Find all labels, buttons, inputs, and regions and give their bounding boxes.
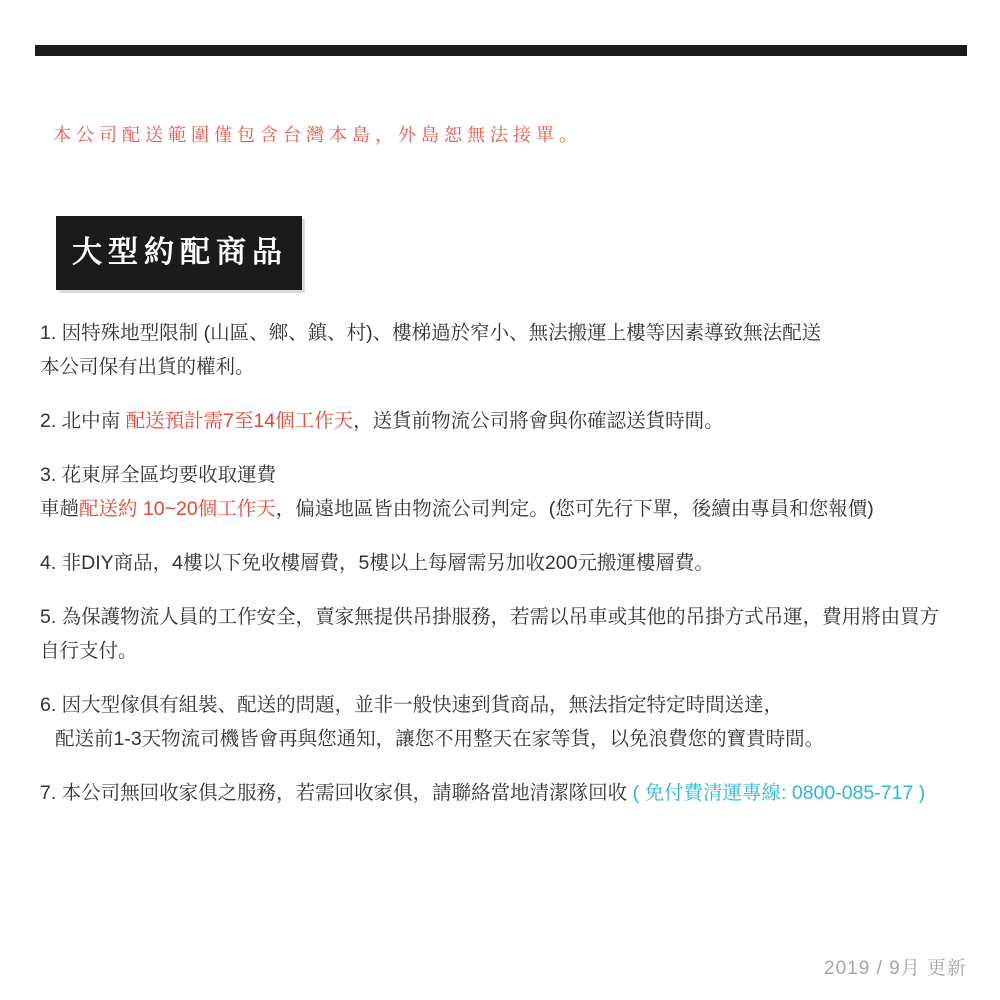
text-segment: 2. 北中南 [40,410,126,432]
update-date: 2019 / 9月 更新 [824,958,967,979]
list-item [40,600,965,668]
text-segment: 3. 花東屏全區均要收取運費 [40,464,277,486]
text-segment: 本公司保有出貨的權利。 [40,356,255,378]
text-segment: ，偏遠地區皆由物流公司判定。(您可先行下單，後續由專員和您報價) [275,498,874,520]
list-item [40,458,965,526]
list-item-line [40,634,965,668]
list-item-line [40,492,965,526]
text-segment: 5. 為保護物流人員的工作安全，賣家無提供吊掛服務，若需以吊車或其他的吊掛方式吊運，費用將由買方 [40,606,940,628]
highlight-text-red: 配送預計需7至14個工作天 [125,410,354,432]
list-item [40,688,965,756]
list-item [40,316,965,384]
text-segment: 6. 因大型傢俱有組裝、配送的問題，並非一般快速到貨商品，無法指定特定時間送達， [40,694,784,716]
shipping-area-notice: 本公司配送範圍僅包含台灣本島，外島恕無法接單。 [53,125,582,145]
list-item-line [40,776,965,810]
section-title: 大型約配商品 [72,236,288,269]
list-item-line [40,458,965,492]
text-segment: 7. 本公司無回收家俱之服務，若需回收家俱，請聯絡當地清潔隊回收 [40,782,633,804]
highlight-text-cyan: ( 免付費清運專線: 0800-085-717 ) [632,782,926,804]
text-segment: 1. 因特殊地型限制 (山區、鄉、鎮、村)、樓梯過於窄小、無法搬運上樓等因素導致無法配送 [40,322,822,344]
list-item-line [40,316,965,350]
text-segment: 車趟 [40,498,80,520]
list-item-line [40,600,965,634]
list-item-line [40,688,965,722]
list-item [40,546,965,580]
text-segment: ，送貨前物流公司將會與你確認送貨時間。 [353,410,724,432]
list-item [40,776,965,810]
list-item-line [40,350,965,384]
list-item-line [40,722,965,756]
section-title-box [56,216,302,290]
list-item-line [40,404,965,438]
text-segment: 自行支付。 [40,640,138,662]
text-segment: 4. 非DIY商品，4樓以下免收樓層費，5樓以上每層需另加收200元搬運樓層費。 [40,552,714,574]
list-item-line [40,546,965,580]
highlight-text-red: 配送約 10~20個工作天 [79,498,276,520]
text-segment: 配送前1-3天物流司機皆會再與您通知，讓您不用整天在家等貨，以免浪費您的寶貴時間。 [55,728,825,750]
list-item [40,404,965,438]
notice-list [40,316,965,830]
top-divider-bar [35,45,967,56]
